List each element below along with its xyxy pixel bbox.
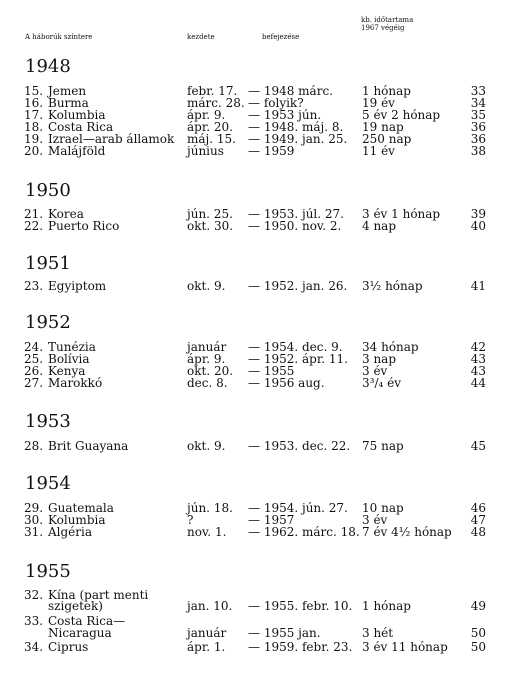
row-start: okt. 9. [187,439,226,453]
row-end: — 1950. nov. 2. [248,219,342,233]
row-number: 18. [24,120,44,134]
year-heading: 1954 [25,473,71,494]
row-duration: 3 hét [362,626,394,640]
row-end: — 1952. ápr. 11. [248,352,348,366]
row-page: 47 [470,513,486,527]
row-end: — 1954. dec. 9. [248,340,343,354]
row-country: Egyiptom [48,279,107,293]
header-duration [361,16,441,32]
year-heading: 1952 [25,312,71,333]
table-row [0,615,506,639]
row-duration: 4 nap [362,219,397,233]
row-country-line2: szigetek) [48,599,103,613]
row-country: Algéria [48,525,93,539]
row-page: 36 [470,120,486,134]
row-duration: 3 nap [362,352,397,366]
row-start: dec. 8. [187,376,228,390]
row-country-line1: Kína (part menti [48,588,149,602]
row-duration: 75 nap [362,439,404,453]
row-start: jún. 18. [187,501,233,515]
row-start: ápr. 1. [187,640,226,654]
year-heading: 1955 [25,561,71,582]
row-page: 44 [470,376,486,390]
row-start: okt. 9. [187,279,226,293]
row-end: — 1955 [248,364,295,378]
row-duration: 250 nap [362,132,412,146]
row-number: 21. [24,207,44,221]
row-end: — folyik? [248,96,304,110]
row-end: — 1962. márc. 18. [248,525,360,539]
row-start: nov. 1. [187,525,227,539]
row-page: 50 [470,626,486,640]
row-number: 20. [24,144,44,158]
row-end: — 1953 jún. [248,108,322,122]
row-number: 17. [24,108,44,122]
row-number: 15. [24,84,44,98]
row-country: Tunézia [48,340,96,354]
row-end: — 1952. jan. 26. [248,279,348,293]
row-country: Jemen [48,84,87,98]
row-start: márc. 28. [187,96,245,110]
row-number: 19. [24,132,44,146]
row-start: ? [187,513,194,527]
header-duration-line2: 1967 végéig [361,24,405,32]
row-page: 48 [470,525,486,539]
row-start: jan. 10. [187,599,233,613]
row-start: június [187,144,224,158]
row-number: 32. [24,588,44,602]
row-duration: 19 év [362,96,395,110]
row-end: — 1957 [248,513,295,527]
row-country: Malájföld [48,144,106,158]
year-heading: 1950 [25,180,71,201]
row-country: Marokkó [48,376,103,390]
row-start: máj. 15. [187,132,236,146]
row-page: 43 [470,352,486,366]
row-end: — 1955 jan. [248,626,321,640]
row-country: Guatemala [48,501,114,515]
row-page: 33 [470,84,486,98]
row-duration: 3 év 11 hónap [362,640,448,654]
row-start: január [187,626,227,640]
row-country-line2: Nicaragua [48,626,112,640]
row-page: 34 [470,96,486,110]
row-number: 34. [24,640,44,654]
year-heading: 1948 [25,56,71,77]
row-start: ápr. 9. [187,108,226,122]
row-end: — 1954. jún. 27. [248,501,348,515]
row-page: 50 [470,640,486,654]
row-duration: 3 év [362,513,388,527]
row-page: 36 [470,132,486,146]
row-page: 42 [470,340,486,354]
row-number: 26. [24,364,44,378]
row-duration: 10 nap [362,501,404,515]
table-row [0,589,506,613]
header-start: kezdete [187,33,215,41]
row-start: jún. 25. [187,207,233,221]
row-country: Ciprus [48,640,89,654]
row-end: — 1959 [248,144,295,158]
row-duration: 1 hónap [362,599,411,613]
row-end: — 1955. febr. 10. [248,599,353,613]
row-page: 35 [470,108,486,122]
row-page: 40 [470,219,486,233]
row-start: ápr. 9. [187,352,226,366]
row-start: okt. 20. [187,364,234,378]
row-end: — 1949. jan. 25. [248,132,348,146]
row-country: Kolumbia [48,513,106,527]
row-country: Bolívia [48,352,90,366]
row-number: 23. [24,279,44,293]
row-number: 33. [24,614,44,628]
row-country: Brit Guayana [48,439,129,453]
row-page: 41 [470,279,486,293]
row-country: Burma [48,96,89,110]
row-country-line1: Costa Rica— [48,614,126,628]
row-duration: 3½ hónap [362,279,423,293]
row-page: 46 [470,501,486,515]
row-duration: 5 év 2 hónap [362,108,441,122]
row-country: Kolumbia [48,108,106,122]
row-number: 31. [24,525,44,539]
row-end: — 1956 aug. [248,376,325,390]
row-duration: 1 hónap [362,84,411,98]
row-page: 49 [470,599,486,613]
row-number: 25. [24,352,44,366]
row-country: Izrael—arab államok [48,132,175,146]
header-duration-line1: kb. időtartama [361,16,414,24]
row-page: 43 [470,364,486,378]
row-country: Korea [48,207,84,221]
row-duration: 3 év 1 hónap [362,207,441,221]
row-page: 45 [470,439,486,453]
row-duration: 11 év [362,144,395,158]
row-duration: 7 év 4½ hónap [362,525,452,539]
row-end: — 1959. febr. 23. [248,640,353,654]
row-start: okt. 30. [187,219,234,233]
row-start: ápr. 20. [187,120,233,134]
row-start: febr. 17. [187,84,238,98]
row-number: 24. [24,340,44,354]
row-end: — 1948 márc. [248,84,333,98]
row-number: 28. [24,439,44,453]
row-number: 22. [24,219,44,233]
row-start: január [187,340,227,354]
row-duration: 3³/₄ év [362,376,401,390]
row-duration: 3 év [362,364,388,378]
row-country: Costa Rica [48,120,114,134]
row-country: Puerto Rico [48,219,120,233]
row-page: 38 [470,144,486,158]
row-duration: 34 hónap [362,340,419,354]
header-war-theatre: A háborúk színtere [25,33,93,41]
row-end: — 1953. dec. 22. [248,439,351,453]
row-duration: 19 nap [362,120,404,134]
year-heading: 1951 [25,253,71,274]
row-number: 29. [24,501,44,515]
row-page: 39 [470,207,486,221]
row-number: 16. [24,96,44,110]
row-number: 27. [24,376,44,390]
header-end: befejezése [262,33,300,41]
row-end: — 1953. júl. 27. [248,207,344,221]
year-heading: 1953 [25,411,71,432]
row-number: 30. [24,513,44,527]
row-end: — 1948. máj. 8. [248,120,344,134]
row-country: Kenya [48,364,86,378]
